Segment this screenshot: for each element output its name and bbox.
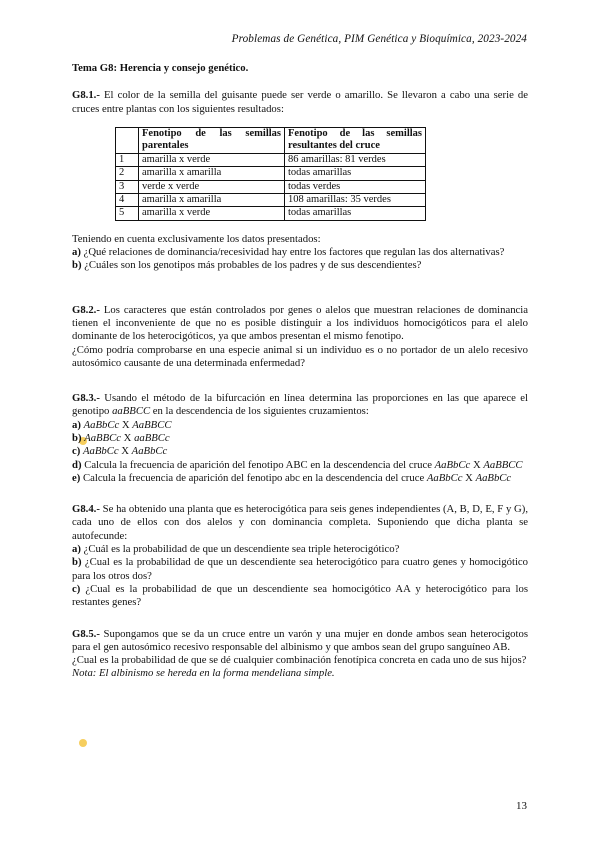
g84-text [72, 503, 528, 543]
g84-label: G8.4.- [72, 503, 100, 516]
genotype: AaBBCc [84, 432, 121, 444]
table-cell: amarilla x amarilla [139, 167, 285, 180]
g85-note [72, 667, 528, 680]
table-header-cell: Fenotipo de las semillas resultantes del cruce [285, 127, 426, 153]
table-cell: 4 [116, 193, 139, 206]
problem-g81 [72, 89, 528, 272]
table-cell: 3 [116, 180, 139, 193]
cross-symbol: X [462, 471, 476, 484]
note-text: Nota: El albinismo se hereda en la forma mendeliana simple. [72, 667, 335, 680]
table-cell: 5 [116, 207, 139, 220]
g85-text [72, 628, 528, 655]
table-row [116, 153, 426, 166]
g81-question-a [72, 246, 528, 259]
genotype: AaBBCC [483, 458, 523, 471]
table-cell: todas amarillas [285, 207, 426, 220]
g85-body: Supongamos que se da un cruce entre un varón y una mujer en donde ambos sean heterocigotos para el gen autosómico recesivo responsable del albinismo y que ambos sean del grupo sanguíneo AB. [72, 627, 528, 653]
g84-question-b [72, 556, 528, 583]
table-cell: amarilla x verde [139, 207, 285, 220]
table-cell: 86 amarillas: 81 verdes [285, 153, 426, 166]
item-text: ¿Cual es la probabilidad de que un descendiente sea heterocigótico para cuatro genes y homocigótico para los otros dos? [72, 556, 528, 582]
table-row [116, 167, 426, 180]
problem-g82 [72, 304, 528, 370]
cross-symbol: X [119, 418, 133, 431]
item-text: ¿Qué relaciones de dominancia/recesividad hay entre los factores que regulan las dos alternativas? [80, 246, 505, 259]
g83-item-c [72, 445, 528, 458]
item-label: a) [72, 418, 81, 431]
table-cell: 1 [116, 153, 139, 166]
running-header: Problemas de Genética, PIM Genética y Bioquímica, 2023-2024 [231, 33, 527, 45]
g81-question-b [72, 259, 528, 272]
item-label: d) [72, 458, 82, 471]
item-label: c) [72, 445, 81, 458]
g83-intro [72, 392, 528, 419]
g84-question-a [72, 543, 528, 556]
g84-question-c [72, 583, 528, 610]
problem-g84 [72, 503, 528, 609]
table-cell: amarilla x amarilla [139, 193, 285, 206]
item-text: Calcula la frecuencia de aparición del fenotipo ABC en la descendencia del cruce [81, 458, 435, 471]
table-cell: verde x verde [139, 180, 285, 193]
g82-question: ¿Cómo podría comprobarse en una especie animal si un individuo es o no portador de un alelo recesivo autosómico causante de una determinada enfermedad? [72, 343, 528, 369]
item-text: ¿Cuáles son los genotipos más probables de los padres y de sus descendientes? [81, 259, 422, 272]
genotype: AaBbCc [82, 445, 119, 458]
g85-label: G8.5.- [72, 627, 100, 640]
g83-item-a [72, 419, 528, 432]
g85-question: ¿Cual es la probabilidad de que se dé cualquier combinación fenotípica concreta en cada uno de sus hijos? [72, 654, 527, 667]
g83-intro-text: Usando el método de la bifurcación en línea determina las proporciones en las que aparece el genotipo [72, 392, 528, 418]
item-label: b) [72, 556, 82, 569]
item-label: b) [72, 432, 82, 444]
cross-symbol: X [470, 458, 484, 471]
item-text: ¿Cual es la probabilidad de que un descendiente sea homocigótico AA y heterocigótico para los restantes genes? [72, 582, 528, 609]
g83-intro-text: en la descendencia de los siguientes cruzamientos: [150, 405, 369, 418]
table-cell: todas verdes [285, 180, 426, 193]
table-header-cell [116, 127, 139, 153]
genotype: AaBbCc [83, 418, 120, 431]
genotype: AaBbCc [475, 471, 512, 484]
problem-g83 [72, 392, 528, 485]
table-row [116, 207, 426, 220]
item-label: e) [72, 471, 81, 484]
g83-item-e [72, 472, 528, 485]
item-label: c) [72, 582, 81, 595]
item-text: Calcula la frecuencia de aparición del fenotipo abc en la descendencia del cruce [80, 471, 427, 484]
g82-body: Los caracteres que están controlados por genes o alelos que muestran relaciones de dominancia tienen el inconveniente de que no es posible distinguir a los individuos homocigóticos para el alelo dominante de los heterocigóticos, ya que ambos presentan el mismo fenotipo. [72, 303, 528, 343]
g81-intro-text: El color de la semilla del guisante puede ser verde o amarillo. Se llevaron a cabo una serie de cruces entre plantas con los siguientes resultados: [72, 89, 528, 115]
genotype: aaBBCc [134, 432, 170, 444]
item-label: b) [72, 259, 82, 272]
problem-g85 [72, 628, 528, 681]
table-cell: 2 [116, 167, 139, 180]
phenotype-table [115, 127, 426, 221]
item-text: ¿Cuál es la probabilidad de que un descendiente sea triple heterocigótico? [80, 543, 400, 556]
genotype: AaBbCc [434, 458, 471, 471]
genotype: aaBBCC [112, 405, 151, 418]
g83-item-d [72, 459, 528, 472]
item-label: a) [72, 543, 81, 556]
item-label: a) [72, 246, 81, 259]
genotype: AaBBCC [132, 418, 172, 431]
table-row [116, 180, 426, 193]
table-row [116, 193, 426, 206]
g81-lead: Teniendo en cuenta exclusivamente los datos presentados: [72, 232, 321, 245]
cross-symbol: X [118, 445, 132, 458]
table-cell: 108 amarillas: 35 verdes [285, 193, 426, 206]
g83-label: G8.3.- [72, 392, 100, 405]
table-header-row [116, 127, 426, 153]
g84-body: Se ha obtenido una planta que es heterocigótica para seis genes independientes (A, B, D, E, F y G), cada uno de ellos con dos alelos y con dominancia completa. Suponiendo que dicha planta se autofecunde: [72, 503, 528, 542]
genotype: AaBbCc [131, 445, 168, 458]
table-header-cell: Fenotipo de las semillas parentales [139, 127, 285, 153]
g82-label: G8.2.- [72, 303, 100, 316]
page-content [72, 62, 528, 681]
g81-intro [72, 89, 528, 116]
table-cell: amarilla x verde [139, 153, 285, 166]
g82-text [72, 304, 528, 344]
page-number: 13 [516, 800, 527, 812]
genotype: AaBbCc [426, 471, 463, 484]
section-title: Tema G8: Herencia y consejo genético. [72, 62, 249, 74]
g81-label: G8.1.- [72, 89, 100, 102]
table-cell: todas amarillas [285, 167, 426, 180]
g83-item-b [72, 432, 528, 445]
cross-symbol: X [121, 432, 135, 444]
highlight-dot [79, 739, 87, 747]
